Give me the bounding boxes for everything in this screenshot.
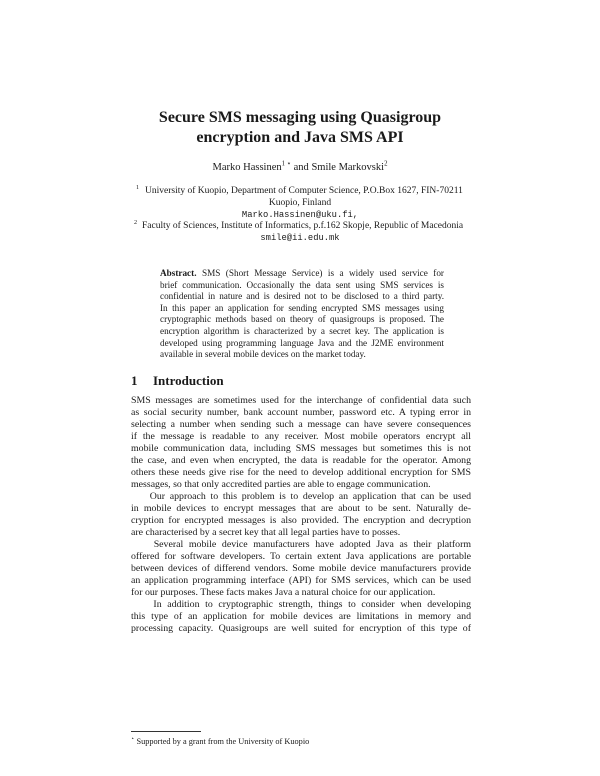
- text-line: messages, so that only accredited parties are able to engage communication.: [131, 478, 431, 490]
- affiliation-line: Faculty of Sciences, Institute of Informatics, p.f.162 Skopje, Republic of Macedonia: [142, 221, 464, 231]
- abstract-line: Abstract. SMS (Short Message Service) is a widely used service for: [160, 268, 444, 278]
- text-line: between devices of differend vendors. Some mobile device manufacturers provide: [131, 562, 471, 574]
- author-name: Smile Markovski: [311, 162, 385, 173]
- text-line: Our approach to this problem is to develop an application that can be used: [131, 491, 471, 502]
- text-line: in mobile devices to encrypt messages that are about to be sent. Naturally de-: [131, 502, 471, 514]
- text-line: the case, and even when encrypted, the data is readable for the operator. Among: [131, 454, 471, 466]
- text-line: others these needs give rise for the need to develop additional encryption for SMS: [131, 466, 471, 478]
- body-paragraph: [131, 599, 471, 635]
- text-line: SMS messages are sometimes used for the interchange of confidential data such: [131, 395, 471, 406]
- section-title: Introduction: [153, 373, 224, 388]
- affiliation-line: Kuopio, Finland: [268, 198, 332, 208]
- footnote: [131, 737, 309, 746]
- body-paragraph: [131, 539, 471, 599]
- text-line: cryption for encrypted messages is also provided. The encryption and decryption: [131, 514, 471, 526]
- text-line: are characterised by a secret key that all legal parties have to posses.: [131, 526, 401, 538]
- text-line: this type of an application for mobile devices are limitations in memory and: [131, 610, 471, 622]
- affiliation-mark: 2: [134, 219, 138, 226]
- paper-title-line-2: encryption and Java SMS API: [196, 129, 404, 146]
- author-affiliation-mark: 1 ⋆: [281, 160, 292, 168]
- footnote-rule: [131, 731, 201, 732]
- abstract-line: encryption algorithm is characterized by a secret key. The application is: [160, 325, 444, 336]
- abstract-label: Abstract.: [160, 268, 197, 278]
- author-list: [0, 162, 600, 173]
- affiliation-line: University of Kuopio, Department of Computer Science, P.O.Box 1627, FIN-70211: [145, 186, 463, 196]
- abstract-line: confidential in nature and is desired not to be disclosed to a third party.: [160, 291, 444, 302]
- text-line: Several mobile device manufacturers have adopted Java as their platform: [131, 539, 471, 550]
- text-line: In addition to cryptographic strength, things to consider when developing: [131, 599, 471, 610]
- section-heading: [131, 373, 224, 389]
- author-email[interactable]: Marko.Hassinen@uku.fi,: [241, 210, 359, 220]
- author-conjunction: and: [291, 162, 312, 173]
- author-name: Marko Hassinen: [212, 162, 282, 173]
- author-email[interactable]: smile@ii.edu.mk: [260, 233, 340, 243]
- body-paragraph: [131, 395, 471, 491]
- text-line: an application programming interface (API) for SMS services, which can be used: [131, 574, 471, 586]
- abstract-line: developed using programming language Java and the J2ME environment: [160, 337, 444, 348]
- abstract-line: In this paper an application for sending encrypted SMS messages using: [160, 302, 444, 313]
- text-line: offered for software developers. To certain extent Java applications are portable: [131, 550, 471, 562]
- footnote-text: Supported by a grant from the University of Kuopio: [134, 737, 310, 746]
- body-paragraph: [131, 491, 471, 539]
- section-number: 1: [131, 373, 138, 388]
- text-line: selecting a number when sending such a message can have severe consequences: [131, 418, 471, 430]
- paper-title-line-1: Secure SMS messaging using Quasigroup: [158, 109, 442, 126]
- author-affiliation-mark: 2: [384, 160, 388, 168]
- footnote-mark: ⋆: [131, 736, 135, 743]
- text-line: if the message is readable to any receiver. Most mobile operators encrypt all: [131, 430, 471, 442]
- abstract-line: cryptographic methods based on theory of quasigroups is proposed. The: [160, 314, 444, 325]
- text-line: mobile communication data, including SMS messages but sometimes this is not: [131, 442, 471, 454]
- abstract-line: available in several mobile devices on the market today.: [160, 349, 366, 360]
- text-line: as social security number, bank account number, password etc. A typing error in: [131, 406, 471, 418]
- text-line: processing capacity. Quasigroups are well suited for encryption of this type of: [131, 622, 471, 634]
- abstract-line: brief communication. Occasionally the data sent using SMS services is: [160, 279, 444, 290]
- abstract: [160, 268, 444, 361]
- affiliation-mark: 1: [136, 184, 140, 191]
- text-line: for our purposes. These facts makes Java a natural choice for our application.: [131, 586, 436, 598]
